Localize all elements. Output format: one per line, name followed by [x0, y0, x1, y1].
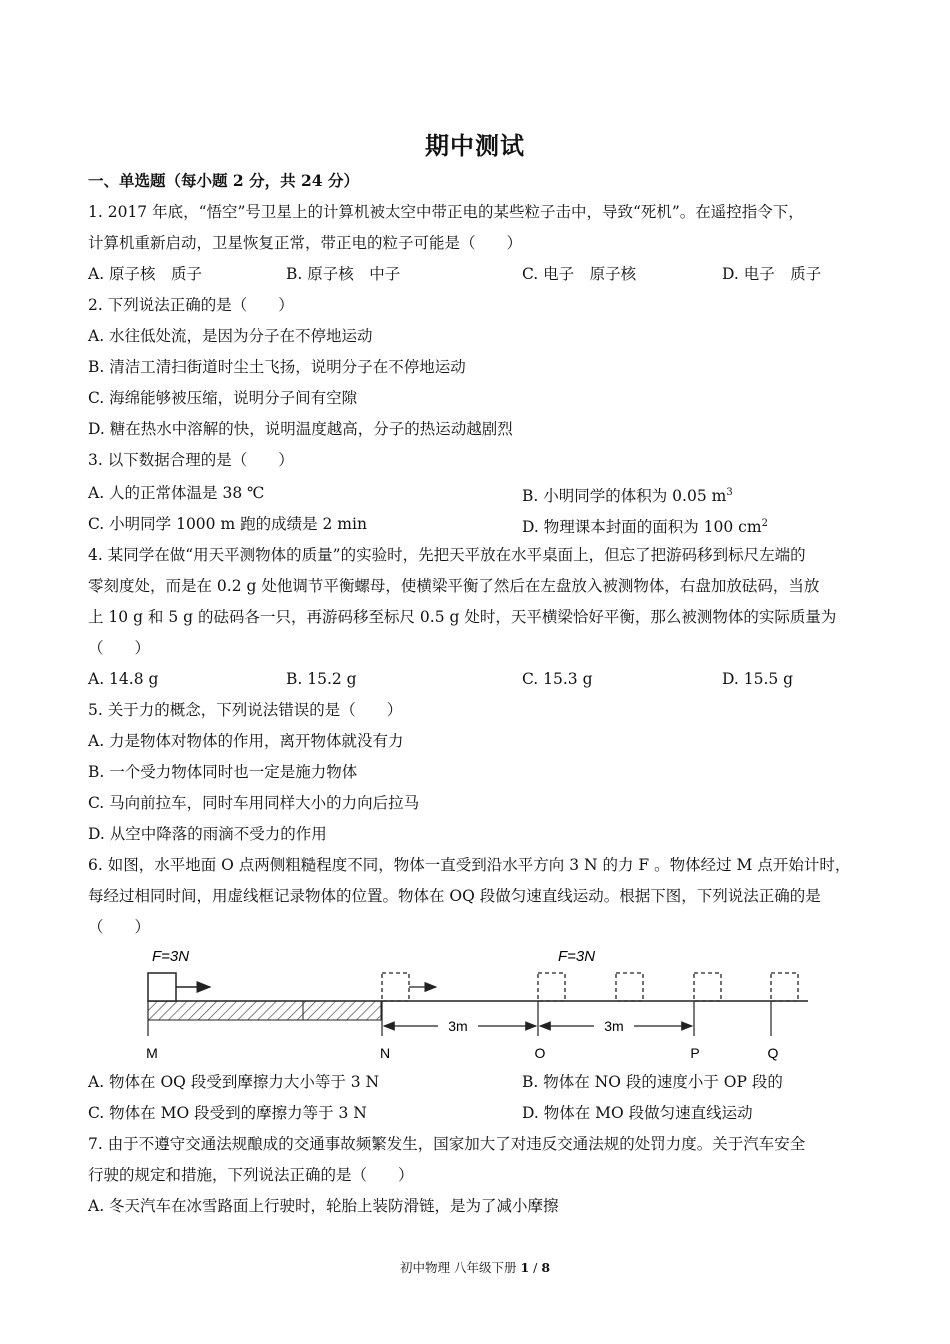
q5-option-d: D. 从空中降落的雨滴不受力的作用: [88, 825, 327, 843]
fig-block-dashed-n: [382, 973, 409, 1001]
q3-option-b-sup: 3: [726, 487, 733, 498]
q2-stem: 2. 下列说法正确的是（ ）: [88, 296, 294, 314]
fig-point-n: N: [379, 1045, 391, 1061]
q1-option-d: D. 电子 质子: [722, 265, 822, 283]
q3-option-a: A. 人的正常体温是 38 ℃: [88, 484, 265, 502]
q2-option-a: A. 水往低处流，是因为分子在不停地运动: [88, 327, 373, 345]
fig-point-m: M: [146, 1045, 158, 1061]
q5-option-b: B. 一个受力物体同时也一定是施力物体: [88, 763, 358, 781]
q6-option-c: C. 物体在 MO 段受到的摩擦力等于 3 N: [88, 1104, 367, 1122]
q2-option-c: C. 海绵能够被压缩，说明分子间有空隙: [88, 389, 358, 407]
fig-block-dashed-p: [694, 973, 721, 1001]
fig-point-q: Q: [767, 1045, 779, 1061]
footer-separator: /: [529, 1260, 542, 1275]
q7-stem-line2: 行驶的规定和措施，下列说法正确的是（ ）: [88, 1166, 414, 1184]
q6-stem-line3: （ ）: [88, 918, 151, 936]
q1-option-b: B. 原子核 中子: [286, 265, 401, 283]
section-heading: 一、单选题（每小题 2 分，共 24 分）: [88, 171, 359, 190]
q5-option-c: C. 马向前拉车，同时车用同样大小的力向后拉马: [88, 794, 420, 812]
q5-stem: 5. 关于力的概念，下列说法错误的是（ ）: [88, 701, 403, 719]
fig-rough-surface-right: [303, 1001, 381, 1020]
q6-option-b: B. 物体在 NO 段的速度小于 OP 段的: [522, 1073, 783, 1091]
q6-option-a: A. 物体在 OQ 段受到摩擦力大小等于 3 N: [88, 1073, 380, 1091]
q4-stem-line1: 4. 某同学在做“用天平测物体的质量”的实验时，先把天平放在水平桌面上，但忘了把游码移到标尺左端的: [88, 546, 806, 564]
q3-option-d-sup: 2: [761, 518, 768, 529]
q3-option-c: C. 小明同学 1000 m 跑的成绩是 2 min: [88, 515, 367, 533]
fig-point-p: P: [690, 1045, 700, 1061]
fig-distance-label-2: 3m: [604, 1018, 624, 1034]
q4-option-d: D. 15.5 g: [722, 670, 794, 688]
q4-option-b: B. 15.2 g: [286, 670, 357, 688]
fig-point-o: O: [534, 1045, 546, 1061]
footer-page-number: 1: [520, 1260, 530, 1275]
fig-block-solid: [148, 973, 176, 1001]
q6-stem-line1: 6. 如图，水平地面 O 点两侧粗糙程度不同，物体一直受到沿水平方向 3 N 的力 F 。物体经过 M 点开始计时，: [88, 856, 851, 874]
fig-force-label-right: F=3N: [558, 948, 596, 965]
q3-stem: 3. 以下数据合理的是（ ）: [88, 451, 294, 469]
q6-option-d: D. 物体在 MO 段做匀速直线运动: [522, 1104, 753, 1122]
q2-option-d: D. 糖在热水中溶解的快，说明温度越高，分子的热运动越剧烈: [88, 420, 513, 438]
q4-stem-line2: 零刻度处，而是在 0.2 g 处他调节平衡螺母，使横梁平衡了然后在左盘放入被测物体，右盘加放砝码，当放: [88, 577, 820, 595]
fig-force-label-left: F=3N: [152, 948, 190, 965]
q3-option-b-text: B. 小明同学的体积为 0.05 m: [522, 487, 727, 506]
q7-option-a: A. 冬天汽车在冰雪路面上行驶时，轮胎上装防滑链，是为了减小摩擦: [88, 1197, 559, 1215]
q3-option-d-text: D. 物理课本封面的面积为 100 cm: [522, 518, 762, 537]
q4-option-c: C. 15.3 g: [522, 670, 593, 688]
q1-stem-line1: 1. 2017 年底，“悟空”号卫星上的计算机被太空中带正电的某些粒子击中，导致“死机”。在遥控指令下，: [88, 203, 804, 221]
q6-stem-line2: 每经过相同时间，用虚线框记录物体的位置。物体在 OQ 段做匀速直线运动。根据下图，下列说法正确的是: [88, 887, 821, 905]
fig-block-dashed-o: [538, 973, 565, 1001]
fig-block-dashed-mid: [616, 973, 643, 1001]
q2-option-b: B. 清洁工清扫街道时尘土飞扬，说明分子在不停地运动: [88, 358, 466, 376]
q1-stem-line2: 计算机重新启动，卫星恢复正常，带正电的粒子可能是（ ）: [88, 234, 523, 252]
q1-option-c: C. 电子 原子核: [522, 265, 637, 283]
fig-rough-surface-left: [148, 1001, 303, 1020]
q5-option-a: A. 力是物体对物体的作用，离开物体就没有力: [88, 732, 404, 750]
page-footer: [0, 1258, 950, 1276]
footer-subject: 初中物理 八年级下册: [399, 1260, 521, 1275]
q4-option-a: A. 14.8 g: [88, 670, 159, 688]
fig-block-dashed-q: [771, 973, 798, 1001]
q4-stem-line4: （ ）: [88, 639, 151, 657]
q7-stem-line1: 7. 由于不遵守交通法规酿成的交通事故频繁发生，国家加大了对违反交通法规的处罚力度。关于汽车安全: [88, 1135, 806, 1153]
page-title: 期中测试: [425, 131, 525, 160]
fig-distance-label-1: 3m: [448, 1018, 468, 1034]
q1-option-a: A. 原子核 质子: [88, 265, 203, 283]
q4-stem-line3: 上 10 g 和 5 g 的砝码各一只，再游码移至标尺 0.5 g 处时，天平横梁恰好平衡，那么被测物体的实际质量为: [88, 608, 837, 626]
footer-page-total: 8: [541, 1260, 551, 1275]
